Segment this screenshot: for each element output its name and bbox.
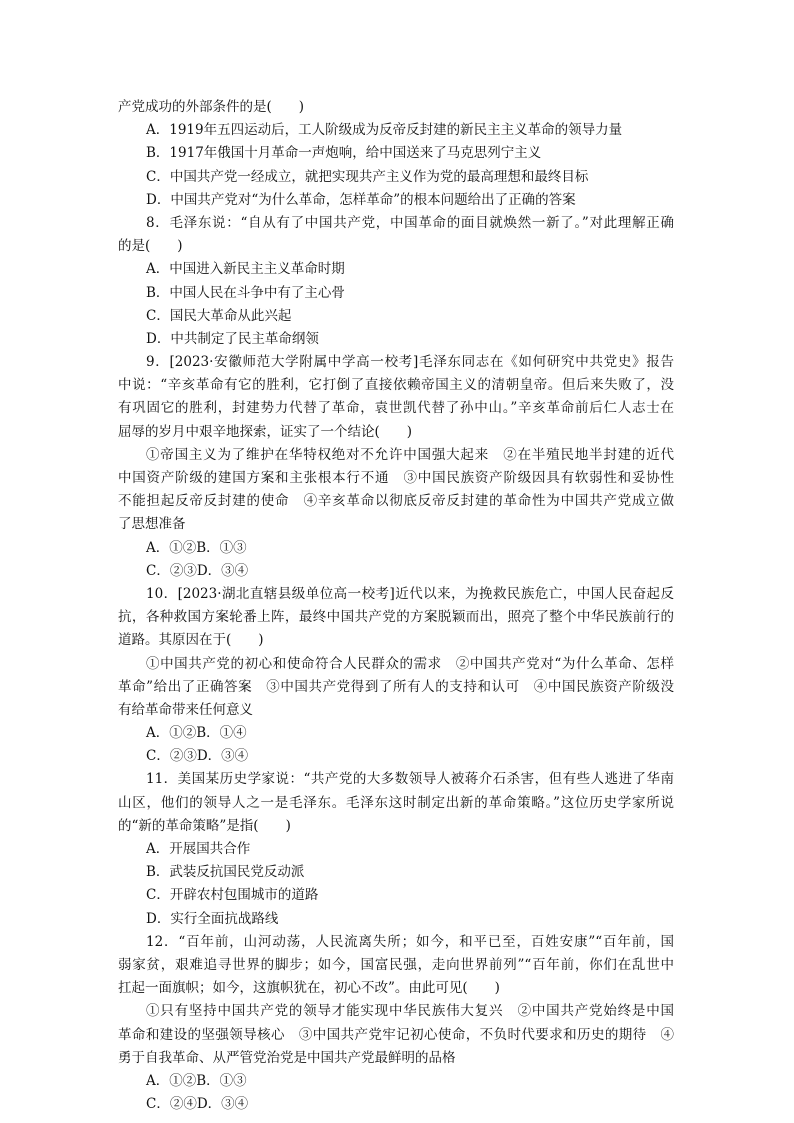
q11-option-c: C．开辟农村包围城市的道路 <box>146 887 319 904</box>
q8-option-d: D．中共制定了民主革命纲领 <box>146 330 319 347</box>
q8-option-b: B．中国人民在斗争中有了主心骨 <box>146 284 345 301</box>
q9-stem-line: 屈辱的岁月中艰辛地探索，证实了一个结论( ) <box>118 423 413 440</box>
q9-stem-line: 中说：“辛亥革命有它的胜利，它打倒了直接依赖帝国主义的清朝皇帝。但后来失败了，没 <box>118 377 674 394</box>
q10-choice-line: A．①②B．①④ <box>146 725 247 742</box>
q7-stem-tail: 产党成功的外部条件的是( ) <box>118 99 305 115</box>
q8-option-a: A．中国进入新民主主义革命时期 <box>146 261 345 278</box>
q9-stem-line: 9．[2023·安徽师范大学附属中学高一校考]毛泽东同志在《如何研究中共党史》报告 <box>146 354 674 371</box>
q9-choice-line: C．②③D．③④ <box>146 562 249 579</box>
q7-option-a: A．1919年五四运动后，工人阶级成为反帝反封建的新民主主义革命的领导力量 <box>146 122 623 139</box>
q8-option-c: C．国民大革命从此兴起 <box>146 307 292 324</box>
q10-statement-line: 革命”给出了正确答案 ③中国共产党得到了所有人的支持和认可 ④中国民族资产阶级没 <box>118 678 674 695</box>
q7-option-c: C．中国共产党一经成立，就把实现共产主义作为党的最高理想和最终目标 <box>146 168 589 185</box>
q12-stem-line: 12．“百年前，山河动荡，人民流离失所；如今，和平已至，百姓安康”“百年前，国 <box>146 933 674 950</box>
q11-option-d: D．实行全面抗战路线 <box>146 910 279 927</box>
q10-stem-line: 抗，各种救国方案轮番上阵，最终中国共产党的方案脱颖而出，照亮了整个中华民族前行的 <box>118 609 674 626</box>
q9-statement-line: 中国资产阶级的建国方案和主张根本行不通 ③中国民族资产阶级因具有软弱性和妥协性 <box>118 470 674 486</box>
q9-statement-line: 不能担起反帝反封建的使命 ④辛亥革命以彻底反帝反封建的革命性为中国共产党成立做 <box>118 493 674 510</box>
q7-option-b: B．1917年俄国十月革命一声炮响，给中国送来了马克思列宁主义 <box>146 145 542 162</box>
q12-choice-line: C．②④D．③④ <box>146 1096 249 1113</box>
q10-choice-line: C．②③D．③④ <box>146 748 249 765</box>
q9-stem-line: 有巩固它的胜利，封建势力代替了革命，袁世凯代替了孙中山。”辛亥革命前后仁人志士在 <box>118 400 674 417</box>
q9-choice-line: A．①②B．①③ <box>146 539 247 556</box>
question-list <box>118 96 674 1116</box>
q10-stem-line: 道路。其原因在于( ) <box>118 632 264 649</box>
q12-statement-line: 勇于自我革命、从严管党治党是中国共产党最鲜明的品格 <box>118 1049 456 1066</box>
q12-statement-line: 革命和建设的坚强领导核心 ③中国共产党牢记初心使命，不负时代要求和历史的期待 ④ <box>118 1026 674 1043</box>
q10-statement-line: ①中国共产党的初心和使命符合人民群众的需求 ②中国共产党对“为什么革命、怎样 <box>146 655 674 672</box>
q12-statement-line: ①只有坚持中国共产党的领导才能实现中华民族伟大复兴 ②中国共产党始终是中国 <box>146 1003 674 1020</box>
q9-statement-line: 了思想准备 <box>118 516 186 533</box>
q12-choice-line: A．①②B．①③ <box>146 1072 247 1089</box>
q11-stem-line: 山区，他们的领导人之一是毛泽东。毛泽东这时制定出新的革命策略。”这位历史学家所说 <box>118 794 674 811</box>
q10-statement-line: 有给革命带来任何意义 <box>118 701 253 718</box>
q12-stem-line: 弱家贫，艰难追寻世界的脚步；如今，国富民强，走向世界前列”“百年前，你们在乱世中 <box>118 956 674 973</box>
q11-stem-line: 11．美国某历史学家说：“共产党的大多数领导人被蒋介石杀害，但有些人逃进了华南 <box>146 771 674 788</box>
q9-statement-line: ①帝国主义为了维护在华特权绝对不允许中国强大起来 ②在半殖民地半封建的近代 <box>146 446 674 463</box>
q8-stem-line: 的是( ) <box>118 238 183 255</box>
q11-option-a: A．开展国共合作 <box>146 841 251 857</box>
q10-stem-line: 10．[2023·湖北直辖县级单位高一校考]近代以来，为挽救民族危亡，中国人民奋起反 <box>146 585 674 602</box>
q11-stem-line: 的“新的革命策略”是指( ) <box>118 817 291 834</box>
q8-stem-line: 8．毛泽东说：“自从有了中国共产党，中国革命的面目就焕然一新了。”对此理解正确 <box>146 214 674 231</box>
q11-option-b: B．武装反抗国民党反动派 <box>146 864 305 881</box>
q7-option-d: D．中国共产党对“为什么革命，怎样革命”的根本问题给出了正确的答案 <box>146 191 576 208</box>
q12-stem-line: 扛起一面旗帜；如今，这旗帜犹在，初心不改”。由此可见( ) <box>118 980 500 997</box>
